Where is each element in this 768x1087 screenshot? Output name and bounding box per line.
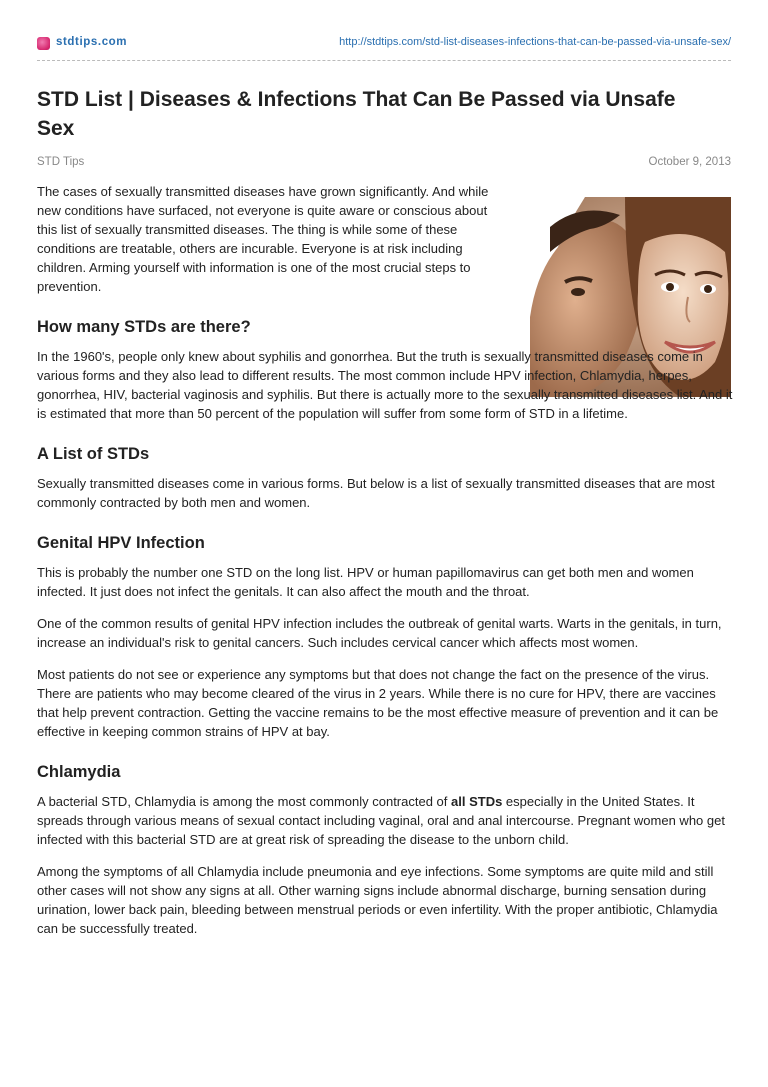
article-category[interactable]: STD Tips: [37, 156, 85, 168]
section-paragraph: Sexually transmitted diseases come in various forms. But below is a list of sexually transmitted diseases that are most commonly contracted by both men and women.: [37, 476, 715, 510]
section-paragraph: Most patients do not see or experience any symptoms but that does not change the fact on the presence of the virus. There are patients who may become cleared of the virus in 2 years. While there is no cure for HPV, there are vaccines that help prevent contraction. Getting the vaccine remains to be the most effective measure of prevention and it can be effective in keeping common strains of HPV at bay.: [37, 667, 719, 739]
site-favicon-icon: [37, 37, 50, 50]
article-date: October 9, 2013: [648, 156, 731, 168]
section-paragraph: This is probably the number one STD on the long list. HPV or human papillomavirus can get both men and women infected. It just does not infect the genitals. It can also affect the mouth and the throat.: [37, 565, 694, 599]
section-paragraph: In the 1960's, people only knew about syphilis and gonorrhea. But the truth is sexually transmitted diseases come in various forms and they also lead to different results. The most common include HPV infection, Chlamydia, herpes, gonorrhea, HIV, bacterial vaginosis and syphilis. But there is actually more to the sexually transmitted diseases list. And it is estimated that more than 50 percent of the population will suffer from some form of STD in a lifetime.: [37, 349, 733, 421]
section-heading-chlamydia: Chlamydia: [37, 763, 121, 781]
page-header: [37, 36, 731, 54]
paragraph-text: especially in the United States. It spreads through various means of sexual contact including vaginal, oral and anal intercourse. Pregnant women who get infected with this bacterial STD are at great risk of spreading the disease to the unborn child.: [37, 794, 725, 847]
section-heading-how-many-stds: How many STDs are there?: [37, 318, 251, 336]
section-heading-genital-hpv: Genital HPV Infection: [37, 534, 205, 552]
site-name[interactable]: stdtips.com: [56, 36, 128, 48]
page-url[interactable]: http://stdtips.com/std-list-diseases-infections-that-can-be-passed-via-unsafe-sex/: [339, 36, 731, 48]
paragraph-text: A bacterial STD, Chlamydia is among the most commonly contracted of: [37, 794, 452, 809]
section-paragraph: One of the common results of genital HPV infection includes the outbreak of genital warts. Warts in the genitals, in turn, increase an individual's risk to genital cancers. Such includes cervical cancer which affects most women.: [37, 616, 722, 650]
header-divider: [37, 60, 731, 61]
all-stds-link[interactable]: all STDs: [451, 794, 503, 809]
section-paragraph: [37, 792, 737, 849]
article-body: [37, 182, 737, 951]
article-title: STD List | Diseases & Infections That Can Be Passed via Unsafe Sex: [37, 88, 676, 140]
section-paragraph: Among the symptoms of all Chlamydia include pneumonia and eye infections. Some symptoms are quite mild and still other cases will not show any signs at all. Other warning signs include abnormal discharge, burning sensation during urination, lower back pain, bleeding between menstrual periods or even infertility. With the proper antibiotic, Chlamydia can be successfully treated.: [37, 864, 718, 936]
section-heading-list-of-stds: A List of STDs: [37, 445, 150, 463]
article-intro: The cases of sexually transmitted diseases have grown significantly. And while new conditions have surfaced, not everyone is quite aware or conscious about this list of sexually transmitted diseases. The thing is while some of these conditions are treatable, others are incurable. Everyone is at risk including children. Arming yourself with information is one of the most crucial steps to prevention.: [37, 184, 489, 294]
